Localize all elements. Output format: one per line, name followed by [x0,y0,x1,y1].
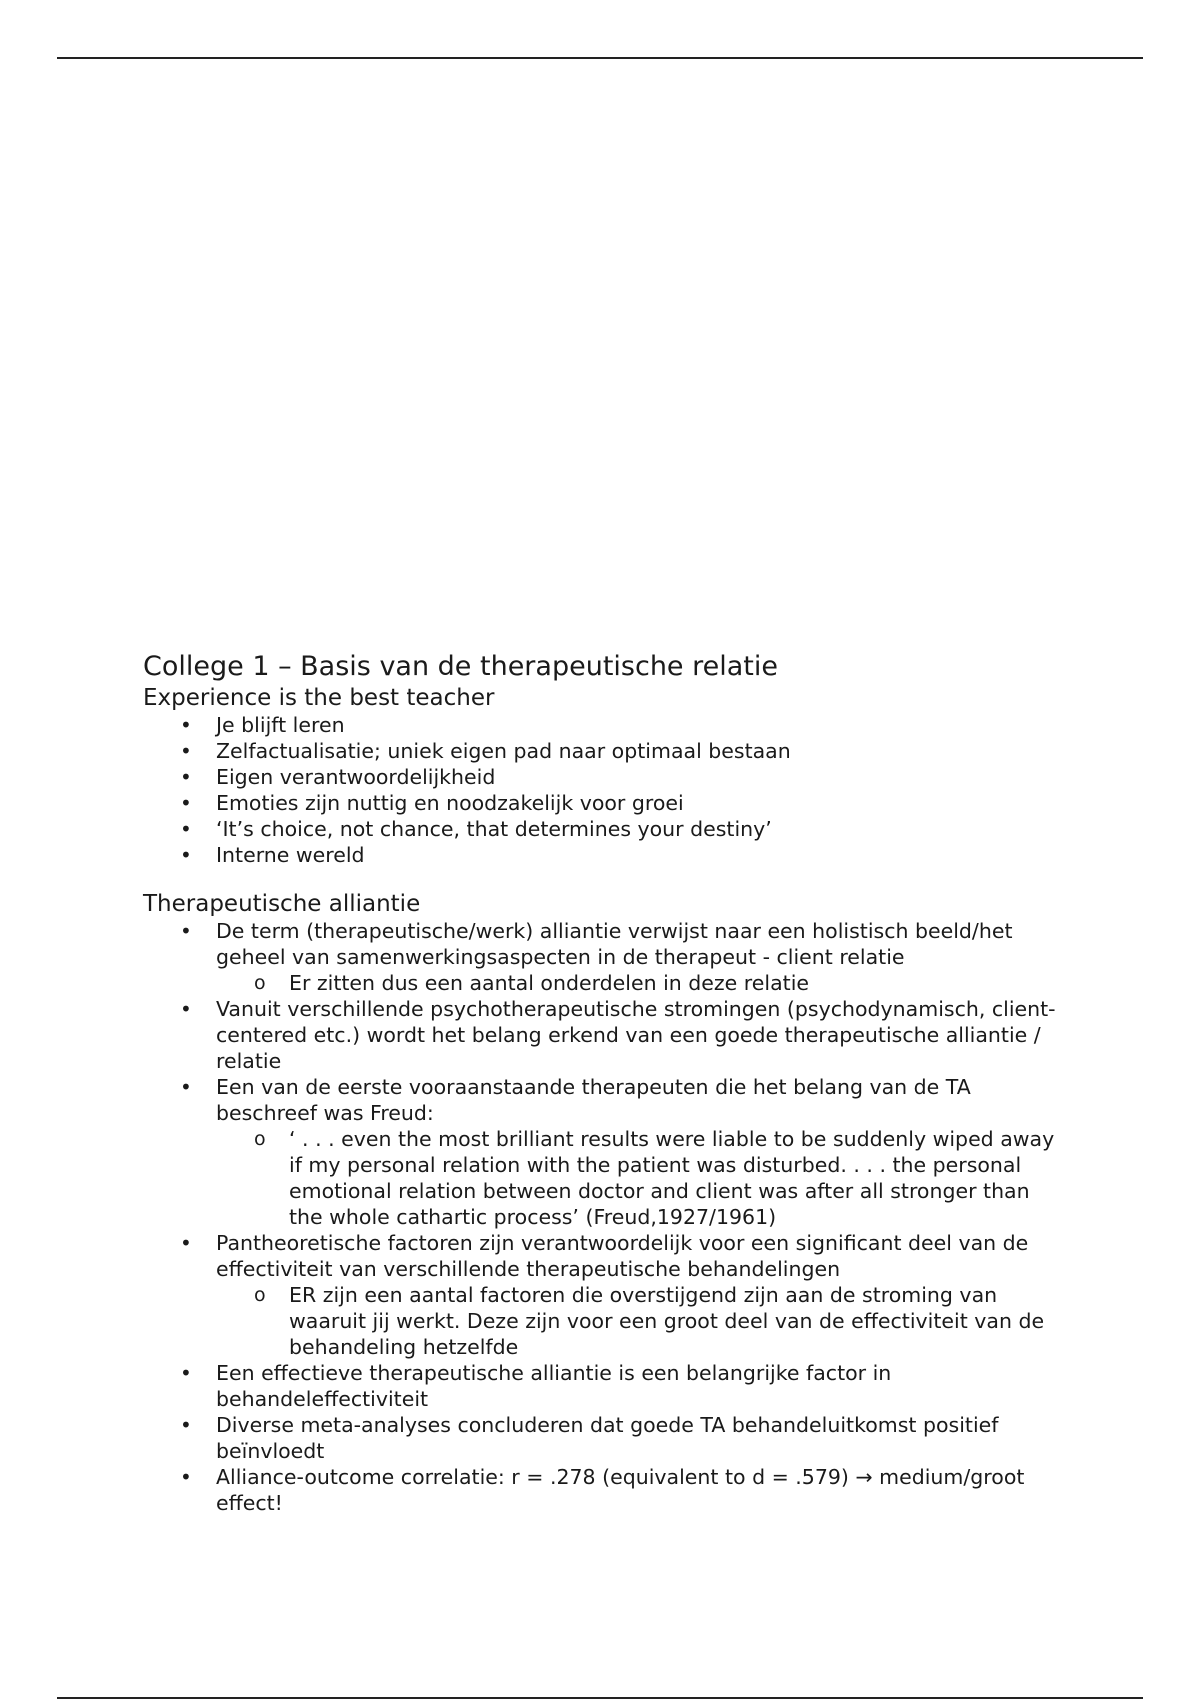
header-rule [57,57,1143,59]
page-title: College 1 – Basis van de therapeutische relatie [143,651,778,682]
bullet-icon: • [180,1075,192,1099]
alliance-list [143,918,1063,1516]
list-item: • Je blijft leren [180,713,345,737]
sub-bullet-icon: o [254,1128,266,1150]
bullet-icon: • [180,791,192,815]
section-heading-experience: Experience is the best teacher [143,685,495,711]
sub-list-item: o ER zijn een aantal factoren die overstijgend zijn aan de stroming van waaruit jij werkt. Deze zijn voor een groot deel van de effectiviteit van de behandeling hetzelfde [254,1283,1045,1359]
sub-list [216,1126,1063,1230]
bullet-icon: • [180,843,192,867]
bullet-icon: • [180,1361,192,1385]
bullet-icon: • [180,919,192,943]
document-body [143,650,1063,1516]
list-item: • De term (therapeutische/werk) alliantie verwijst naar een holistisch beeld/het geheel van samenwerkingsaspecten in de therapeut - client relatie o Er zitten dus een aantal onderdelen in deze relatie [143,918,1063,996]
sub-bullet-icon: o [254,1284,266,1306]
list-item: • ‘It’s choice, not chance, that determines your destiny’ [180,817,772,841]
bullet-icon: • [180,997,192,1021]
list-item: • Alliance-outcome correlatie: r = .278 (equivalent to d = .579) → medium/groot effect! [180,1465,1025,1515]
sub-list-item: o ‘ . . . even the most brilliant results were liable to be suddenly wiped away if my personal relation with the patient was disturbed. . . . the personal emotional relation between doctor and client was after all stronger than the whole cathartic process’ (Freud,1927/1961) [254,1127,1055,1229]
experience-list [143,712,1063,868]
list-item: • Zelfactualisatie; uniek eigen pad naar optimaal bestaan [180,739,791,763]
bullet-icon: • [180,713,192,737]
list-item: • Eigen verantwoordelijkheid [180,765,496,789]
bullet-icon: • [180,739,192,763]
bullet-icon: • [180,1413,192,1437]
list-item: • Interne wereld [180,843,365,867]
list-item: • Vanuit verschillende psychotherapeutische stromingen (psychodynamisch, client-centered etc.) wordt het belang erkend van een goede therapeutische alliantie / relatie [180,997,1056,1073]
bullet-icon: • [180,1465,192,1489]
bullet-icon: • [180,765,192,789]
list-item: • Diverse meta-analyses concluderen dat goede TA behandeluitkomst positief beïnvloedt [180,1413,999,1463]
bullet-icon: • [180,817,192,841]
sub-list [216,970,1063,996]
bullet-icon: • [180,1231,192,1255]
list-item: • Emoties zijn nuttig en noodzakelijk voor groei [180,791,684,815]
list-item: • Pantheoretische factoren zijn verantwoordelijk voor een significant deel van de effectiviteit van verschillende therapeutische behandelingen o ER zijn een aantal factoren die overstijgend zijn aan de stroming van waaruit jij werkt. Deze zijn voor een groot deel van de effectiviteit van de behandeling hetzelfde [143,1230,1063,1360]
sub-list [216,1282,1063,1360]
section-heading-alliance: Therapeutische alliantie [143,891,421,917]
sub-list-item: o Er zitten dus een aantal onderdelen in deze relatie [254,971,809,995]
list-item: • Een van de eerste vooraanstaande therapeuten die het belang van de TA beschreef was Freud: o ‘ . . . even the most brilliant results were liable to be suddenly wiped away if my personal relation with the patient was disturbed. . . . the personal emotional relation between doctor and client was after all stronger than the whole cathartic process’ (Freud,1927/1961) [143,1074,1063,1230]
footer-rule [57,1697,1143,1699]
sub-bullet-icon: o [254,972,266,994]
list-item: • Een effectieve therapeutische alliantie is een belangrijke factor in behandeleffectiviteit [180,1361,892,1411]
section-spacer [143,868,1063,890]
